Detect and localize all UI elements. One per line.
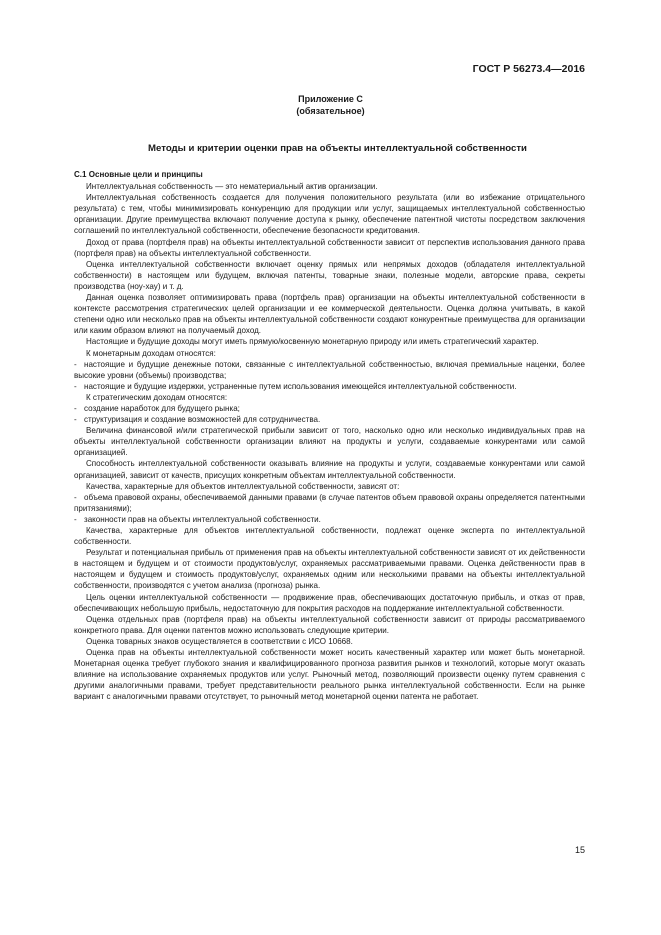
paragraph: Интеллектуальная собственность создается для получения положительного результата (или во избежание отрицательного результата) с тем, чтобы минимизировать конкуренцию для продукции или услуг, защищаемых интеллектуальной собственностью организации. Другие преимущества включают получение доступа к рынку, обеспечение патентной чистоты посредством заключения соглашений по интеллектуальной собственности, обеспечение безопасности кредитования.	[74, 193, 585, 236]
list-item-text: объема правовой охраны, обеспечиваемой данными правами (в случае патентов объем правовой охраны определяется патентными притязаниями);	[74, 492, 585, 513]
document-body	[74, 169, 585, 703]
paragraph: Цель оценки интеллектуальной собственности — продвижение прав, обеспечивающих достаточную прибыль, и отказ от прав, обеспечивающих небольшую прибыль, недостаточную для покрытия расходов на поддержание интеллектуальной собственности.	[74, 592, 585, 613]
list-dash: -	[74, 415, 77, 425]
paragraph: К стратегическим доходам относятся:	[86, 392, 228, 402]
paragraph: Интеллектуальная собственность — это нематериальный актив организации.	[86, 182, 378, 192]
list-dash: -	[74, 381, 77, 391]
paragraph: Оценка отдельных прав (портфеля прав) на объекты интеллектуальной собственности зависит от природы рассматриваемого конкретного права. Для оценки патентов можно использовать следующие критерии.	[74, 614, 585, 635]
section-title: С.1 Основные цели и принципы	[74, 170, 203, 179]
paragraph: Доход от права (портфеля прав) на объекты интеллектуальной собственности зависит от перспектив использования данного права (портфеля прав) на объекты интеллектуальной собственности.	[74, 237, 585, 258]
appendix-heading	[0, 93, 661, 117]
main-title: Методы и критерии оценки прав на объекты интеллектуальной собственности	[148, 143, 527, 154]
paragraph: Качества, характерные для объектов интеллектуальной собственности, подлежат оценке эксперта по интеллектуальной собственности.	[74, 526, 585, 547]
document-number: ГОСТ Р 56273.4—2016	[472, 63, 585, 75]
list-dash: -	[74, 403, 77, 413]
list-item-text: создание наработок для будущего рынка;	[84, 403, 240, 413]
list-item	[74, 359, 585, 381]
appendix-title: Приложение С	[298, 94, 363, 104]
paragraph: Способность интеллектуальной собственности оказывать влияние на продукты и услуги, создаваемые конкурентами или самой организацией, зависит от качеств, присущих конкретным объектам интеллектуальной собственности.	[74, 459, 585, 480]
list-item-text: настоящие и будущие издержки, устраненные путем использования имеющейся интеллектуальной собственности.	[84, 381, 517, 391]
list-dash: -	[74, 359, 77, 369]
list-item-text: настоящие и будущие денежные потоки, связанные с интеллектуальной собственностью, включая премиальные наценки, более высокие уровни (объемы) производства;	[74, 359, 585, 380]
list-item	[74, 492, 585, 514]
list-dash: -	[74, 514, 77, 524]
body-blocks	[74, 181, 585, 702]
list-item	[74, 514, 585, 525]
list-item	[74, 414, 585, 425]
paragraph: Данная оценка позволяет оптимизировать права (портфель прав) организации на объекты интеллектуальной собственности в контексте рассмотрения стратегических целей организации и ее коммерческой деятельности. Оценка должна учитывать, в какой степени одно или несколько прав на объекты интеллектуальной собственности создают конкурентные преимущества для организации или каким образом влияют на получаемый доход.	[74, 293, 585, 336]
paragraph: Качества, характерные для объектов интеллектуальной собственности, зависят от:	[86, 481, 400, 491]
paragraph: Оценка интеллектуальной собственности включает оценку прямых или непрямых доходов (обладателя интеллектуальной собственности) в настоящем или будущем, включая патенты, товарные знаки, полезные модели, авторские права, секреты производства (ноу-хау) и т. д.	[74, 259, 585, 291]
paragraph: Настоящие и будущие доходы могут иметь прямую/косвенную монетарную природу или иметь стратегический характер.	[86, 337, 539, 347]
list-dash: -	[74, 492, 77, 502]
list-item	[74, 403, 585, 414]
page-number: 15	[574, 845, 585, 855]
list-item-text: структуризация и создание возможностей для сотрудничества.	[84, 415, 321, 425]
paragraph: Величина финансовой и/или стратегической прибыли зависит от того, насколько одно или несколько индивидуальных прав на объекты интеллектуальной собственности организации влияют на продукты и услуги, создаваемые конкурентами или самой организацией.	[74, 426, 585, 458]
list-item-text: законности прав на объекты интеллектуальной собственности.	[84, 514, 321, 524]
paragraph: Результат и потенциальная прибыль от применения прав на объекты интеллектуальной собственности зависят от их действенности в настоящем и будущем и от стоимости продуктов/услуг, охраняемых рассматриваемыми правами. Оценка действенности прав в настоящем и будущем и стоимость продуктов/услуг, охраняемых одним или несколькими правами на объекты интеллектуальной собственности, производятся с учетом анализа (прогноза) рынка.	[74, 548, 585, 591]
list-item	[74, 381, 585, 392]
paragraph: К монетарным доходам относятся:	[86, 348, 216, 358]
appendix-subtitle: (обязательное)	[296, 106, 365, 116]
paragraph: Оценка товарных знаков осуществляется в соответствии с ИСО 10668.	[86, 636, 353, 646]
paragraph: Оценка прав на объекты интеллектуальной собственности может носить качественный характер или может быть монетарной. Монетарная оценка требует глубокого знания и квалифицированного прогноза развития рынков и технологий, которые могут оказать влияние на использование охраняемых продуктов или услуг. Рыночный метод, позволяющий произвести оценку путем сравнения с другими аналогичными правами, требует представительности реального рынка интеллектуальной собственности. Если на рынке вариант с аналогичными правами отсутствует, то рыночный метод монетарной оценки патента не работает.	[74, 648, 585, 702]
